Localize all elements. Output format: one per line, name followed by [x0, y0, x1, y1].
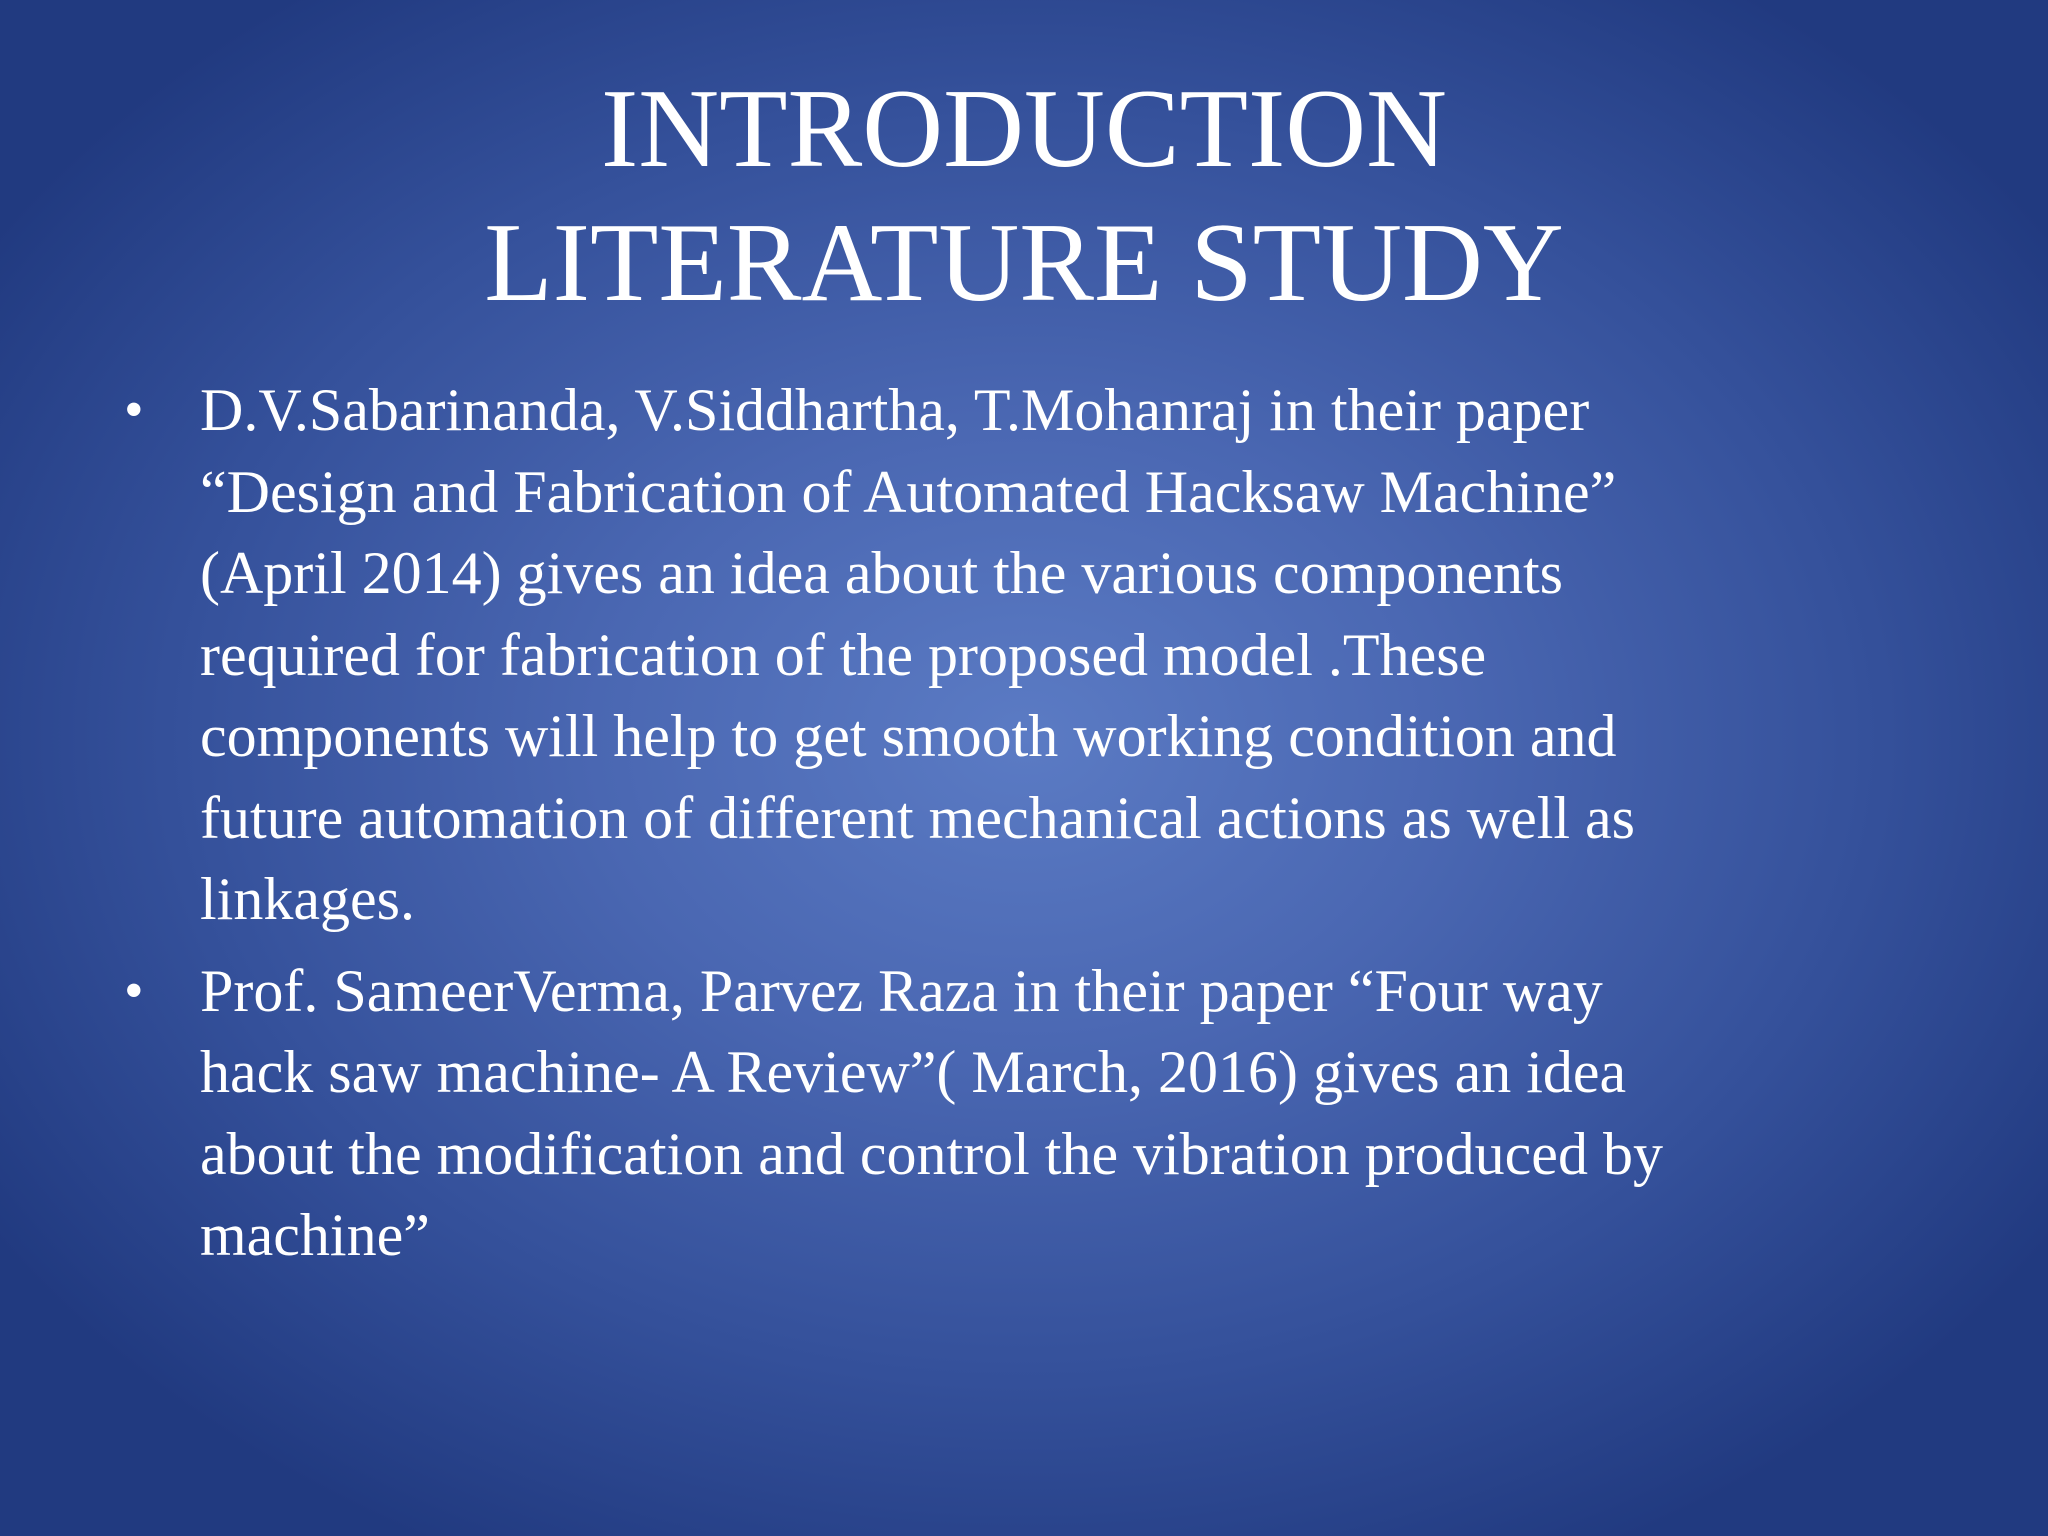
bullet-item [118, 951, 1938, 1277]
bullet-item [118, 370, 1938, 941]
slide-title [0, 62, 2048, 330]
bullet-text: D.V.Sabarinanda, V.Siddhartha, T.Mohanraj in their paper “Design and Fabrication of Automated Hacksaw Machine” (April 2014) gives an idea about the various components required for fabrication of the proposed model .These components will help to get smooth working condition and future automation of different mechanical actions as well as linkages. [200, 377, 1636, 932]
bullet-dot-icon: • [124, 959, 144, 1022]
title-line-2: LITERATURE STUDY [484, 201, 1564, 325]
bullet-dot-icon: • [124, 379, 144, 441]
bullet-list [118, 370, 1938, 1287]
bullet-text: Prof. SameerVerma, Parvez Raza in their paper “Four way hack saw machine- A Review”( March, 2016) gives an idea about the modification and control the vibration produced by machine” [200, 957, 1663, 1268]
title-line-1: INTRODUCTION [600, 67, 1448, 191]
